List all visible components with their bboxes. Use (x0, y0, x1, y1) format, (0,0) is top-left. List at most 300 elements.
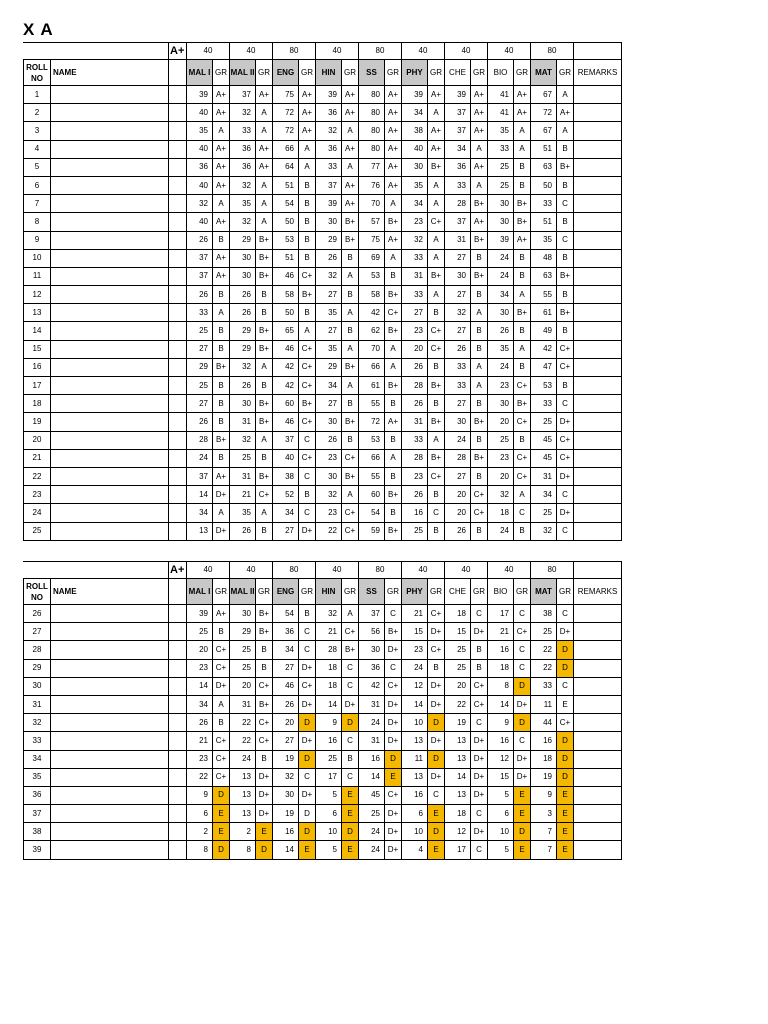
student-name (51, 786, 169, 804)
grade-cell: A (256, 176, 273, 194)
table-row (24, 340, 622, 358)
mark-cell: 23 (402, 467, 428, 485)
mark-cell: 9 (187, 786, 213, 804)
subject-header: PHY (402, 579, 428, 605)
mark-cell: 20 (445, 486, 471, 504)
mark-cell: 40 (187, 176, 213, 194)
grade-cell: C+ (299, 677, 316, 695)
mark-cell: 22 (230, 714, 256, 732)
mark-cell: 21 (230, 486, 256, 504)
table-row (24, 431, 622, 449)
mark-cell: 14 (316, 695, 342, 713)
mark-cell: 12 (402, 677, 428, 695)
mark-cell: 34 (445, 140, 471, 158)
grade-cell: C+ (213, 641, 230, 659)
grade-cell: E (385, 768, 402, 786)
mark-cell: 13 (230, 786, 256, 804)
grade-cell: D+ (213, 486, 230, 504)
mark-cell: 39 (316, 86, 342, 104)
grade-cell: A (342, 158, 359, 176)
grade-cell: B+ (385, 522, 402, 540)
grade-cell: B (213, 413, 230, 431)
aplus-label: A+ (169, 562, 187, 579)
grade-header: GR (471, 579, 488, 605)
mark-cell: 32 (531, 522, 557, 540)
mark-cell: 30 (488, 304, 514, 322)
mark-cell: 32 (230, 104, 256, 122)
mark-cell: 66 (273, 140, 299, 158)
grade-cell: C+ (557, 340, 574, 358)
grade-cell: D (256, 841, 273, 859)
remarks-cell (574, 304, 622, 322)
grade-cell: A+ (385, 413, 402, 431)
student-name (51, 286, 169, 304)
marks-table-1 (23, 42, 622, 541)
grade-cell: B+ (256, 467, 273, 485)
mark-cell: 52 (273, 486, 299, 504)
grade-header: GR (428, 60, 445, 86)
mark-cell: 38 (402, 122, 428, 140)
grade-cell: B (256, 449, 273, 467)
grade-cell: B (342, 395, 359, 413)
grade-cell: D+ (299, 786, 316, 804)
mark-cell: 23 (316, 504, 342, 522)
mark-cell: 13 (445, 786, 471, 804)
mark-cell: 55 (531, 286, 557, 304)
grade-cell: A+ (213, 176, 230, 194)
remarks-cell (574, 104, 622, 122)
grade-cell: B (428, 358, 445, 376)
mark-cell: 27 (445, 467, 471, 485)
mark-cell: 27 (445, 249, 471, 267)
mark-cell: 13 (402, 732, 428, 750)
mark-cell: 66 (359, 358, 385, 376)
mark-cell: 9 (531, 786, 557, 804)
mark-cell: 80 (359, 86, 385, 104)
grade-cell: B+ (514, 213, 531, 231)
table-row (24, 486, 622, 504)
blank-cell (169, 605, 187, 623)
grade-cell: B (342, 750, 359, 768)
grade-cell: B+ (256, 623, 273, 641)
mark-cell: 32 (445, 304, 471, 322)
grade-cell: A (213, 122, 230, 140)
grade-cell: C+ (299, 340, 316, 358)
table-row (24, 623, 622, 641)
grade-cell: D+ (428, 677, 445, 695)
mark-cell: 19 (531, 768, 557, 786)
blank-cell (169, 122, 187, 140)
grade-cell: C+ (299, 449, 316, 467)
mark-cell: 24 (488, 358, 514, 376)
grade-cell: A+ (385, 104, 402, 122)
mark-cell: 70 (359, 195, 385, 213)
max-mark: 80 (273, 562, 316, 579)
grade-cell: B+ (514, 395, 531, 413)
grade-cell: D+ (385, 641, 402, 659)
mark-cell: 65 (273, 322, 299, 340)
remarks-cell (574, 213, 622, 231)
mark-cell: 5 (316, 786, 342, 804)
mark-cell: 32 (230, 431, 256, 449)
grade-cell: A (256, 104, 273, 122)
roll-number: 38 (24, 823, 51, 841)
mark-cell: 23 (488, 449, 514, 467)
grade-cell: C (342, 768, 359, 786)
mark-cell: 32 (187, 195, 213, 213)
grade-cell: C+ (514, 623, 531, 641)
mark-cell: 30 (445, 267, 471, 285)
grade-cell: D (428, 750, 445, 768)
mark-cell: 35 (402, 176, 428, 194)
grade-header: GR (256, 579, 273, 605)
student-name (51, 176, 169, 194)
grade-cell: B (256, 304, 273, 322)
mark-cell: 40 (187, 104, 213, 122)
mark-cell: 27 (273, 522, 299, 540)
mark-cell: 39 (316, 195, 342, 213)
mark-cell: 61 (531, 304, 557, 322)
mark-cell: 18 (531, 750, 557, 768)
max-mark: 40 (402, 562, 445, 579)
student-name (51, 659, 169, 677)
roll-header-line: ROLL (26, 581, 48, 591)
mark-cell: 27 (187, 395, 213, 413)
grade-cell: D (385, 750, 402, 768)
mark-cell: 26 (230, 377, 256, 395)
grade-cell: B (256, 377, 273, 395)
mark-cell: 26 (187, 714, 213, 732)
mark-cell: 37 (187, 467, 213, 485)
grade-cell: C+ (557, 358, 574, 376)
grade-cell: B (299, 195, 316, 213)
grade-cell: B+ (256, 249, 273, 267)
grade-cell: D+ (428, 732, 445, 750)
max-mark: 40 (488, 43, 531, 60)
grade-cell: B (428, 522, 445, 540)
max-mark: 40 (488, 562, 531, 579)
mark-cell: 23 (402, 641, 428, 659)
subject-header: SS (359, 60, 385, 86)
mark-cell: 24 (488, 522, 514, 540)
table-row (24, 322, 622, 340)
max-mark: 80 (273, 43, 316, 60)
grade-cell: B (385, 395, 402, 413)
mark-cell: 23 (402, 322, 428, 340)
student-name (51, 522, 169, 540)
grade-cell: B (428, 395, 445, 413)
mark-cell: 13 (230, 805, 256, 823)
grade-cell: A (471, 304, 488, 322)
mark-cell: 61 (359, 377, 385, 395)
remarks-cell (574, 231, 622, 249)
mark-cell: 36 (273, 623, 299, 641)
mark-cell: 40 (402, 140, 428, 158)
mark-cell: 33 (187, 304, 213, 322)
grade-cell: B+ (514, 195, 531, 213)
student-name (51, 231, 169, 249)
grade-header: GR (385, 579, 402, 605)
mark-cell: 25 (230, 641, 256, 659)
grade-cell: D (299, 823, 316, 841)
mark-cell: 36 (316, 104, 342, 122)
grade-cell: C (428, 504, 445, 522)
grade-cell: A (385, 249, 402, 267)
table-row (24, 732, 622, 750)
mark-cell: 27 (273, 659, 299, 677)
mark-cell: 16 (402, 786, 428, 804)
mark-cell: 37 (359, 605, 385, 623)
mark-cell: 34 (316, 377, 342, 395)
mark-cell: 10 (488, 823, 514, 841)
grade-cell: B (428, 659, 445, 677)
grade-cell: A (213, 695, 230, 713)
blank-cell (169, 695, 187, 713)
remarks-cell (574, 467, 622, 485)
mark-cell: 8 (488, 677, 514, 695)
mark-cell: 28 (187, 431, 213, 449)
grade-cell: C+ (213, 659, 230, 677)
grade-cell: D+ (428, 623, 445, 641)
mark-cell: 72 (273, 104, 299, 122)
mark-cell: 15 (488, 768, 514, 786)
mark-cell: 75 (359, 231, 385, 249)
grade-cell: B (299, 605, 316, 623)
mark-cell: 20 (488, 467, 514, 485)
mark-cell: 36 (230, 158, 256, 176)
grade-cell: C+ (213, 768, 230, 786)
grade-cell: A+ (342, 86, 359, 104)
grade-cell: B (471, 340, 488, 358)
grade-cell: A+ (342, 195, 359, 213)
blank-cell (169, 140, 187, 158)
mark-cell: 27 (187, 340, 213, 358)
grade-cell: A (471, 358, 488, 376)
grade-cell: C (557, 195, 574, 213)
grade-cell: D+ (514, 768, 531, 786)
grade-cell: B (342, 286, 359, 304)
mark-cell: 21 (488, 623, 514, 641)
mark-cell: 25 (445, 641, 471, 659)
grade-cell: B+ (256, 695, 273, 713)
subject-header: ENG (273, 60, 299, 86)
grade-cell: C (428, 786, 445, 804)
mark-cell: 45 (531, 431, 557, 449)
mark-cell: 25 (230, 449, 256, 467)
grade-cell: D+ (342, 695, 359, 713)
mark-cell: 20 (402, 340, 428, 358)
mark-cell: 37 (316, 176, 342, 194)
grade-cell: B+ (428, 267, 445, 285)
roll-number: 24 (24, 504, 51, 522)
grade-cell: B+ (428, 449, 445, 467)
mark-cell: 21 (187, 732, 213, 750)
table-row (24, 467, 622, 485)
subject-header: PHY (402, 60, 428, 86)
table-row (24, 504, 622, 522)
mark-cell: 31 (402, 267, 428, 285)
roll-number: 21 (24, 449, 51, 467)
grade-cell: A (299, 158, 316, 176)
mark-cell: 34 (273, 504, 299, 522)
grade-cell: C (557, 231, 574, 249)
student-name (51, 340, 169, 358)
max-mark: 40 (445, 562, 488, 579)
grade-cell: C+ (514, 449, 531, 467)
grade-cell: B (385, 504, 402, 522)
blank-cell (169, 768, 187, 786)
mark-cell: 23 (402, 213, 428, 231)
blank-cell (169, 322, 187, 340)
table-row (24, 841, 622, 859)
table-row (24, 249, 622, 267)
mark-cell: 39 (402, 86, 428, 104)
mark-cell: 26 (187, 413, 213, 431)
grade-cell: B (514, 322, 531, 340)
mark-cell: 7 (531, 823, 557, 841)
grade-cell: A+ (428, 140, 445, 158)
grade-cell: B (256, 750, 273, 768)
grade-cell: C+ (428, 340, 445, 358)
grade-cell: C (299, 768, 316, 786)
grade-cell: A+ (256, 158, 273, 176)
max-mark: 40 (187, 43, 230, 60)
mark-cell: 25 (316, 750, 342, 768)
grade-cell: C+ (213, 732, 230, 750)
mark-cell: 42 (531, 340, 557, 358)
roll-header-line: NO (31, 73, 43, 83)
grade-header: GR (213, 60, 230, 86)
remarks-cell (574, 267, 622, 285)
grade-cell: C (385, 659, 402, 677)
mark-cell: 54 (359, 504, 385, 522)
mark-cell: 25 (531, 413, 557, 431)
blank-cell (169, 449, 187, 467)
remarks-cell (574, 605, 622, 623)
student-name (51, 431, 169, 449)
grade-cell: D (557, 641, 574, 659)
grade-cell: A (213, 504, 230, 522)
mark-cell: 22 (230, 732, 256, 750)
grade-cell: A+ (385, 158, 402, 176)
mark-cell: 26 (187, 231, 213, 249)
header-gap (24, 562, 169, 579)
grade-cell: B (471, 522, 488, 540)
grade-cell: B+ (342, 213, 359, 231)
table-row (24, 304, 622, 322)
grade-cell: C (557, 605, 574, 623)
mark-cell: 30 (316, 413, 342, 431)
table-row (24, 122, 622, 140)
mark-cell: 62 (359, 322, 385, 340)
mark-cell: 26 (273, 695, 299, 713)
max-mark: 40 (402, 43, 445, 60)
mark-cell: 32 (230, 176, 256, 194)
grade-cell: B (213, 286, 230, 304)
roll-number: 26 (24, 605, 51, 623)
roll-number: 31 (24, 695, 51, 713)
subject-header: MAL I (187, 579, 213, 605)
mark-cell: 34 (273, 641, 299, 659)
mark-cell: 55 (359, 395, 385, 413)
max-marks-row (24, 562, 622, 579)
table-row (24, 823, 622, 841)
grade-cell: A (428, 249, 445, 267)
roll-number: 4 (24, 140, 51, 158)
grade-cell: A (342, 340, 359, 358)
mark-cell: 25 (187, 623, 213, 641)
mark-cell: 16 (316, 732, 342, 750)
grade-cell: A (471, 377, 488, 395)
mark-cell: 29 (316, 231, 342, 249)
grade-cell: E (557, 823, 574, 841)
mark-cell: 28 (445, 195, 471, 213)
mark-cell: 3 (531, 805, 557, 823)
mark-cell: 23 (187, 750, 213, 768)
mark-cell: 25 (488, 176, 514, 194)
grade-cell: B (342, 431, 359, 449)
remarks-cell (574, 176, 622, 194)
blank-cell (169, 377, 187, 395)
remarks-cell (574, 677, 622, 695)
grade-cell: C+ (514, 467, 531, 485)
mark-cell: 53 (359, 431, 385, 449)
mark-cell: 38 (531, 605, 557, 623)
student-name (51, 677, 169, 695)
mark-cell: 38 (273, 467, 299, 485)
grade-header: GR (514, 60, 531, 86)
grade-cell: C+ (557, 431, 574, 449)
roll-number: 20 (24, 431, 51, 449)
mark-cell: 29 (230, 322, 256, 340)
mark-cell: 34 (531, 486, 557, 504)
mark-cell: 24 (359, 823, 385, 841)
mark-cell: 26 (230, 286, 256, 304)
grade-cell: E (213, 823, 230, 841)
remarks-cell (574, 486, 622, 504)
mark-cell: 37 (230, 86, 256, 104)
grade-cell: C (471, 805, 488, 823)
grade-cell: A (385, 195, 402, 213)
mark-cell: 20 (445, 677, 471, 695)
student-name (51, 413, 169, 431)
student-name (51, 823, 169, 841)
student-name (51, 104, 169, 122)
mark-cell: 17 (445, 841, 471, 859)
mark-cell: 46 (273, 413, 299, 431)
grade-cell: D+ (428, 768, 445, 786)
grade-cell: A (213, 304, 230, 322)
grade-cell: D (299, 750, 316, 768)
mark-cell: 20 (273, 714, 299, 732)
mark-cell: 11 (531, 695, 557, 713)
mark-cell: 35 (488, 122, 514, 140)
grade-header: GR (256, 60, 273, 86)
mark-cell: 72 (273, 122, 299, 140)
mark-cell: 37 (187, 267, 213, 285)
mark-cell: 26 (230, 522, 256, 540)
grade-cell: D+ (471, 732, 488, 750)
student-name (51, 395, 169, 413)
grade-cell: C+ (299, 413, 316, 431)
blank-cell (169, 732, 187, 750)
student-name (51, 304, 169, 322)
mark-cell: 6 (187, 805, 213, 823)
blank-cell (169, 176, 187, 194)
grade-cell: D (213, 786, 230, 804)
remarks-cell (574, 768, 622, 786)
mark-cell: 6 (402, 805, 428, 823)
